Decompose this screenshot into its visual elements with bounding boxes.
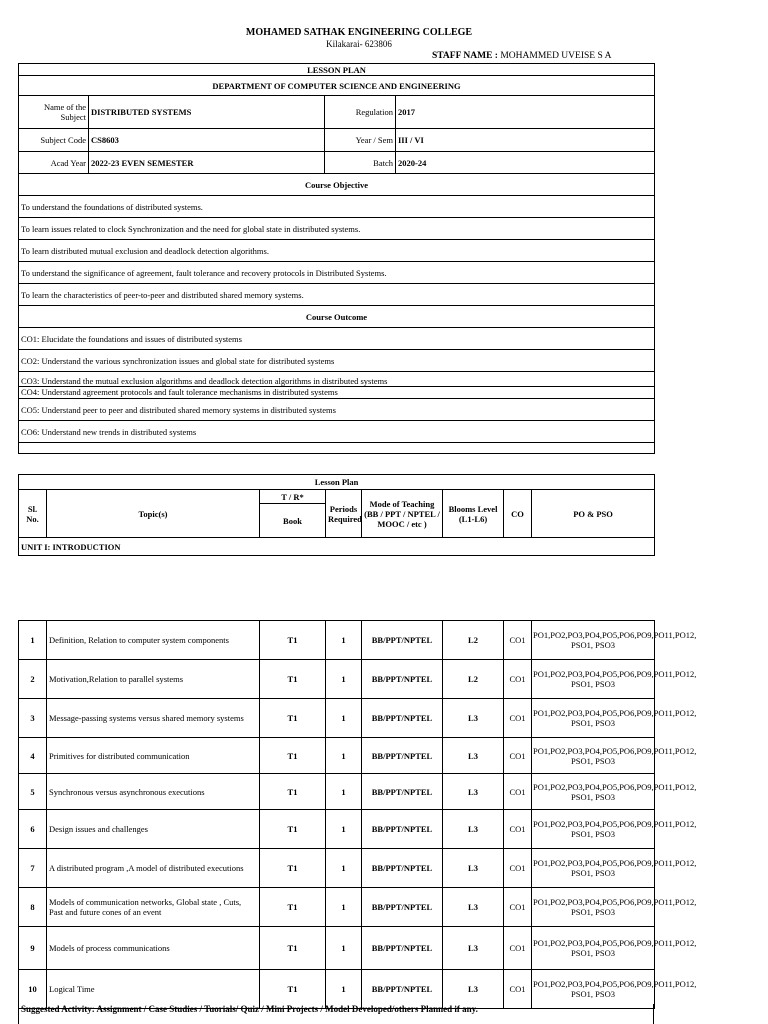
- course-objective-heading: Course Objective: [19, 174, 655, 196]
- topic-cell: Synchronous versus asynchronous executions: [47, 774, 260, 810]
- acad-year-value: 2022-23 EVEN SEMESTER: [89, 152, 325, 174]
- level-cell: L3: [443, 810, 504, 849]
- table-row: [19, 660, 655, 699]
- sl-cell: 8: [19, 888, 47, 927]
- lesson-plan-header-table: [18, 474, 655, 556]
- course-outcome-heading: Course Outcome: [19, 306, 655, 328]
- sl-cell: 7: [19, 849, 47, 888]
- sl-cell: 3: [19, 699, 47, 738]
- lesson-plan-subheading: Lesson Plan: [19, 475, 655, 490]
- po-cell: PO1,PO2,PO3,PO4,PO5,PO6,PO9,PO11,PO12, PSO1, PSO3: [532, 888, 655, 927]
- col-co-header: CO: [504, 490, 532, 538]
- po-cell: PO1,PO2,PO3,PO4,PO5,PO6,PO9,PO11,PO12, PSO1, PSO3: [532, 621, 655, 660]
- col-book-header: Book: [260, 504, 326, 538]
- college-location: Kilakarai- 623806: [326, 39, 392, 49]
- level-cell: L2: [443, 621, 504, 660]
- lesson-rows-table: [18, 620, 697, 1009]
- suggested-activity: Suggested Activity: Assignment / Case Studies / Tuorials/ Quiz / Mini Projects / Model Developed/others Planned if any.: [18, 1004, 654, 1024]
- po-cell: PO1,PO2,PO3,PO4,PO5,PO6,PO9,PO11,PO12, PSO1, PSO3: [532, 970, 655, 1009]
- co-cell: CO1: [504, 774, 532, 810]
- level-cell: L3: [443, 970, 504, 1009]
- co-cell: CO1: [504, 849, 532, 888]
- sl-cell: 9: [19, 927, 47, 970]
- sl-cell: 5: [19, 774, 47, 810]
- periods-cell: 1: [326, 970, 362, 1009]
- sl-cell: 1: [19, 621, 47, 660]
- book-cell: T1: [260, 927, 326, 970]
- book-cell: T1: [260, 888, 326, 927]
- periods-cell: 1: [326, 810, 362, 849]
- col-mode-header: Mode of Teaching (BB / PPT / NPTEL / MOOC / etc ): [362, 490, 443, 538]
- table-row: [19, 970, 655, 1009]
- book-cell: T1: [260, 699, 326, 738]
- level-cell: L2: [443, 660, 504, 699]
- outcome-item: CO3: Understand the mutual exclusion algorithms and deadlock detection algorithms in distributed systems: [19, 372, 655, 387]
- table-row: [19, 810, 655, 849]
- mode-cell: BB/PPT/NPTEL: [362, 621, 443, 660]
- periods-cell: 1: [326, 660, 362, 699]
- objective-item: To understand the significance of agreement, fault tolerance and recovery protocols in Distributed Systems.: [19, 262, 655, 284]
- subject-code-value: CS8603: [89, 129, 325, 152]
- mode-cell: BB/PPT/NPTEL: [362, 810, 443, 849]
- mode-cell: BB/PPT/NPTEL: [362, 738, 443, 774]
- level-cell: L3: [443, 888, 504, 927]
- topic-cell: Models of process communications: [47, 927, 260, 970]
- po-cell: PO1,PO2,PO3,PO4,PO5,PO6,PO9,PO11,PO12, PSO1, PSO3: [532, 849, 655, 888]
- sl-cell: 6: [19, 810, 47, 849]
- co-cell: CO1: [504, 888, 532, 927]
- mode-cell: BB/PPT/NPTEL: [362, 699, 443, 738]
- year-sem-value: III / VI: [396, 129, 655, 152]
- topic-cell: Primitives for distributed communication: [47, 738, 260, 774]
- outcome-item: CO4: Understand agreement protocols and fault tolerance mechanisms in distributed systems: [19, 387, 655, 399]
- table-row: [19, 621, 655, 660]
- college-name: MOHAMED SATHAK ENGINEERING COLLEGE: [245, 27, 473, 38]
- co-cell: CO1: [504, 970, 532, 1009]
- staff-value: MOHAMMED UVEISE S A: [500, 51, 612, 61]
- periods-cell: 1: [326, 699, 362, 738]
- course-info-table: [18, 63, 655, 454]
- objective-item: To learn distributed mutual exclusion and deadlock detection algorithms.: [19, 240, 655, 262]
- batch-value: 2020-24: [396, 152, 655, 174]
- periods-cell: 1: [326, 774, 362, 810]
- year-sem-label: Year / Sem: [325, 129, 396, 152]
- topic-cell: Logical Time: [47, 970, 260, 1009]
- periods-cell: 1: [326, 621, 362, 660]
- mode-cell: BB/PPT/NPTEL: [362, 888, 443, 927]
- book-cell: T1: [260, 660, 326, 699]
- table-row: [19, 927, 655, 970]
- book-cell: T1: [260, 849, 326, 888]
- co-cell: CO1: [504, 660, 532, 699]
- topic-cell: A distributed program ,A model of distributed executions: [47, 849, 260, 888]
- mode-cell: BB/PPT/NPTEL: [362, 927, 443, 970]
- co-cell: CO1: [504, 738, 532, 774]
- mode-cell: BB/PPT/NPTEL: [362, 970, 443, 1009]
- sl-cell: 10: [19, 970, 47, 1009]
- level-cell: L3: [443, 927, 504, 970]
- book-cell: T1: [260, 774, 326, 810]
- col-blooms-header: Blooms Level (L1-L6): [443, 490, 504, 538]
- outcome-item: CO2: Understand the various synchronization issues and global state for distributed systems: [19, 350, 655, 372]
- level-cell: L3: [443, 699, 504, 738]
- staff-label: STAFF NAME :: [432, 51, 498, 61]
- acad-year-label: Acad Year: [19, 152, 89, 174]
- co-cell: CO1: [504, 810, 532, 849]
- topic-cell: Models of communication networks, Global state , Cuts, Past and future cones of an event: [47, 888, 260, 927]
- topic-cell: Motivation,Relation to parallel systems: [47, 660, 260, 699]
- topic-cell: Message-passing systems versus shared memory systems: [47, 699, 260, 738]
- staff-name: [432, 51, 611, 61]
- periods-cell: 1: [326, 849, 362, 888]
- level-cell: L3: [443, 774, 504, 810]
- objective-item: To learn the characteristics of peer-to-peer and distributed shared memory systems.: [19, 284, 655, 306]
- po-cell: PO1,PO2,PO3,PO4,PO5,PO6,PO9,PO11,PO12, PSO1, PSO3: [532, 774, 655, 810]
- po-cell: PO1,PO2,PO3,PO4,PO5,PO6,PO9,PO11,PO12, PSO1, PSO3: [532, 660, 655, 699]
- periods-cell: 1: [326, 888, 362, 927]
- sl-cell: 2: [19, 660, 47, 699]
- subject-name-label: Name of the Subject: [19, 96, 89, 129]
- level-cell: L3: [443, 849, 504, 888]
- unit-title: UNIT I: INTRODUCTION: [19, 538, 655, 556]
- col-tr-header: T / R*: [260, 490, 326, 504]
- po-cell: PO1,PO2,PO3,PO4,PO5,PO6,PO9,PO11,PO12, PSO1, PSO3: [532, 738, 655, 774]
- col-topic-header: Topic(s): [47, 490, 260, 538]
- sl-cell: 4: [19, 738, 47, 774]
- book-cell: T1: [260, 970, 326, 1009]
- col-sl-header: Sl. No.: [19, 490, 47, 538]
- col-po-header: PO & PSO: [532, 490, 655, 538]
- table-row: [19, 738, 655, 774]
- po-cell: PO1,PO2,PO3,PO4,PO5,PO6,PO9,PO11,PO12, PSO1, PSO3: [532, 927, 655, 970]
- lesson-plan-heading: LESSON PLAN: [19, 64, 655, 76]
- outcome-item: CO5: Understand peer to peer and distributed shared memory systems in distributed systems: [19, 399, 655, 421]
- col-periods-header: Periods Required: [326, 490, 362, 538]
- outcome-item: CO6: Understand new trends in distributed systems: [19, 421, 655, 443]
- regulation-value: 2017: [396, 96, 655, 129]
- co-cell: CO1: [504, 621, 532, 660]
- periods-cell: 1: [326, 738, 362, 774]
- periods-cell: 1: [326, 927, 362, 970]
- book-cell: T1: [260, 738, 326, 774]
- mode-cell: BB/PPT/NPTEL: [362, 660, 443, 699]
- subject-code-label: Subject Code: [19, 129, 89, 152]
- book-cell: T1: [260, 621, 326, 660]
- outcome-item: CO1: Elucidate the foundations and issues of distributed systems: [19, 328, 655, 350]
- mode-cell: BB/PPT/NPTEL: [362, 774, 443, 810]
- table-row: [19, 699, 655, 738]
- co-cell: CO1: [504, 927, 532, 970]
- department-name: DEPARTMENT OF COMPUTER SCIENCE AND ENGINEERING: [19, 76, 655, 96]
- book-cell: T1: [260, 810, 326, 849]
- table-row: [19, 774, 655, 810]
- mode-cell: BB/PPT/NPTEL: [362, 849, 443, 888]
- subject-name-value: DISTRIBUTED SYSTEMS: [89, 96, 325, 129]
- table-row: [19, 888, 655, 927]
- po-cell: PO1,PO2,PO3,PO4,PO5,PO6,PO9,PO11,PO12, PSO1, PSO3: [532, 810, 655, 849]
- batch-label: Batch: [325, 152, 396, 174]
- co-cell: CO1: [504, 699, 532, 738]
- objective-item: To understand the foundations of distributed systems.: [19, 196, 655, 218]
- po-cell: PO1,PO2,PO3,PO4,PO5,PO6,PO9,PO11,PO12, PSO1, PSO3: [532, 699, 655, 738]
- level-cell: L3: [443, 738, 504, 774]
- objective-item: To learn issues related to clock Synchronization and the need for global state in distributed systems.: [19, 218, 655, 240]
- blank-row: [19, 443, 655, 454]
- table-row: [19, 849, 655, 888]
- regulation-label: Regulation: [325, 96, 396, 129]
- topic-cell: Definition, Relation to computer system components: [47, 621, 260, 660]
- topic-cell: Design issues and challenges: [47, 810, 260, 849]
